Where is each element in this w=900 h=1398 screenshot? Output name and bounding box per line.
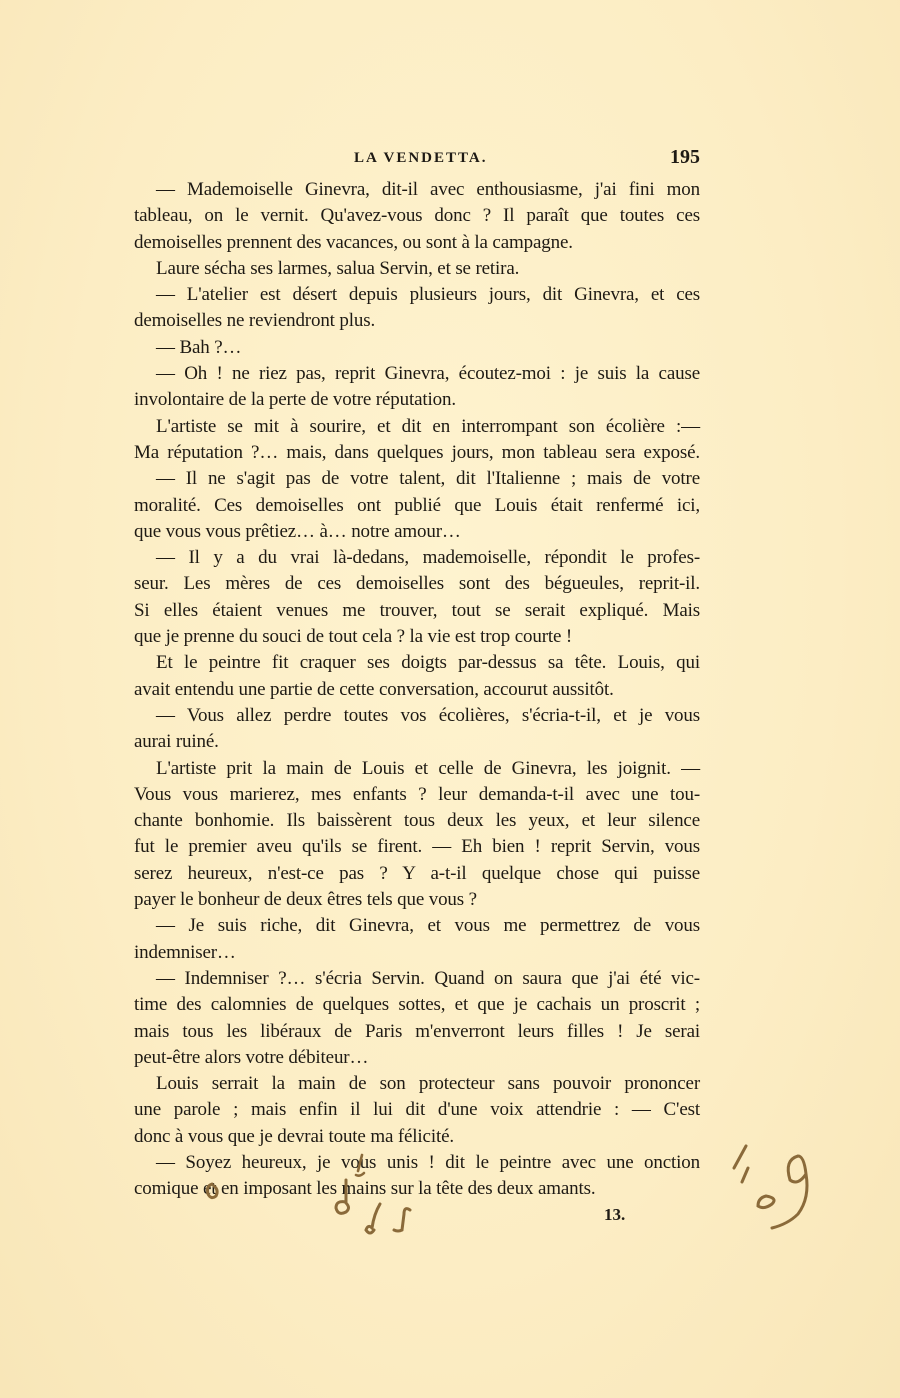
handwritten-marks-icon [200, 1172, 430, 1242]
handwritten-annotation-margin [730, 1140, 840, 1240]
text-line: aurai ruiné. [134, 731, 219, 753]
text-line: — Indemniser ?… s'écria Servin. Quand on saura que j'ai été vic- [156, 967, 700, 989]
text-line: serez heureux, n'est-ce pas ? Y a-t-il quelque chose qui puisse [134, 862, 700, 884]
text-line: — Vous allez perdre toutes vos écolières, s'écria-t-il, et je vous [156, 704, 700, 726]
text-line: demoiselles prennent des vacances, ou sont à la campagne. [134, 231, 573, 253]
text-line: comique et en imposant les mains sur la tête des deux amants. [134, 1178, 596, 1200]
text-line: moralité. Ces demoiselles ont publié que Louis était renfermé ici, [134, 494, 700, 516]
signature-mark: 13. [604, 1205, 626, 1224]
text-line: time des calomnies de quelques sottes, et que je cachais un proscrit ; [134, 994, 700, 1016]
text-line: mais tous les libéraux de Paris m'enverront leurs filles ! Je serai [134, 1020, 700, 1042]
text-line: avait entendu une partie de cette conversation, accourut aussitôt. [134, 678, 614, 700]
text-line: — Je suis riche, dit Ginevra, et vous me permettrez de vous [156, 915, 700, 937]
text-line: que vous vous prêtiez… à… notre amour… [134, 520, 461, 542]
text-line: fut le premier aveu qu'ils se firent. — Eh bien ! reprit Servin, vous [134, 836, 700, 858]
text-line: Si elles étaient venues me trouver, tout se serait expliqué. Mais [134, 599, 700, 621]
page-header [134, 146, 700, 174]
running-title: LA VENDETTA. [354, 150, 488, 166]
text-line: — L'atelier est désert depuis plusieurs jours, dit Ginevra, et ces [156, 284, 700, 306]
text-line: — Mademoiselle Ginevra, dit-il avec enthousiasme, j'ai fini mon [156, 179, 700, 200]
text-line: tableau, on le vernit. Qu'avez-vous donc ? Il paraît que toutes ces [134, 205, 700, 227]
text-line: Vous vous marierez, mes enfants ? leur demanda-t-il avec une tou- [134, 783, 700, 805]
text-line: L'artiste prit la main de Louis et celle de Ginevra, les joignit. — [156, 757, 700, 779]
text-line: — Bah ?… [156, 336, 242, 358]
text-line: payer le bonheur de deux êtres tels que vous ? [134, 889, 477, 911]
text-line: Laure sécha ses larmes, salua Servin, et se retira. [156, 257, 520, 279]
text-line: peut-être alors votre débiteur… [134, 1046, 369, 1068]
text-line: seur. Les mères de ces demoiselles sont des bégueules, reprit-il. [134, 573, 700, 595]
text-line: que je prenne du souci de tout cela ? la vie est trop courte ! [134, 626, 573, 648]
handwritten-exclamation-mark [352, 1153, 368, 1179]
text-line: demoiselles ne reviendront plus. [134, 310, 376, 332]
text-line: — Il y a du vrai là-dedans, mademoiselle, répondit le profes- [156, 547, 700, 569]
text-line: — Oh ! ne riez pas, reprit Ginevra, écoutez-moi : je suis la cause [156, 363, 700, 385]
text-line: une parole ; mais enfin il lui dit d'une voix attendrie : — C'est [134, 1099, 700, 1121]
text-line: Et le peintre fit craquer ses doigts par-dessus sa tête. Louis, qui [156, 652, 700, 674]
text-line: Louis serrait la main de son protecteur sans pouvoir prononcer [156, 1073, 700, 1095]
body-text [134, 177, 700, 1203]
text-line: L'artiste se mit à sourire, et dit en interrompant son écolière :— [156, 415, 700, 437]
text-line: involontaire de la perte de votre réputation. [134, 389, 456, 411]
handwritten-number-icon [730, 1140, 840, 1240]
text-line: chante bonhomie. Ils baissèrent tous deux les yeux, et leur silence [134, 810, 700, 832]
handwritten-annotation-bottom [200, 1172, 430, 1242]
page-number: 195 [670, 146, 700, 168]
text-line: — Il ne s'agit pas de votre talent, dit l'Italienne ; mais de votre [156, 468, 700, 490]
text-line: indemniser… [134, 941, 236, 963]
text-line: — Soyez heureux, je vous unis ! dit le peintre avec une onction [156, 1151, 700, 1173]
ink-mark-icon [352, 1153, 368, 1179]
text-line: Ma réputation ?… mais, dans quelques jours, mon tableau sera exposé. [134, 441, 700, 463]
text-line: donc à vous que je devrai toute ma félicité. [134, 1125, 454, 1147]
